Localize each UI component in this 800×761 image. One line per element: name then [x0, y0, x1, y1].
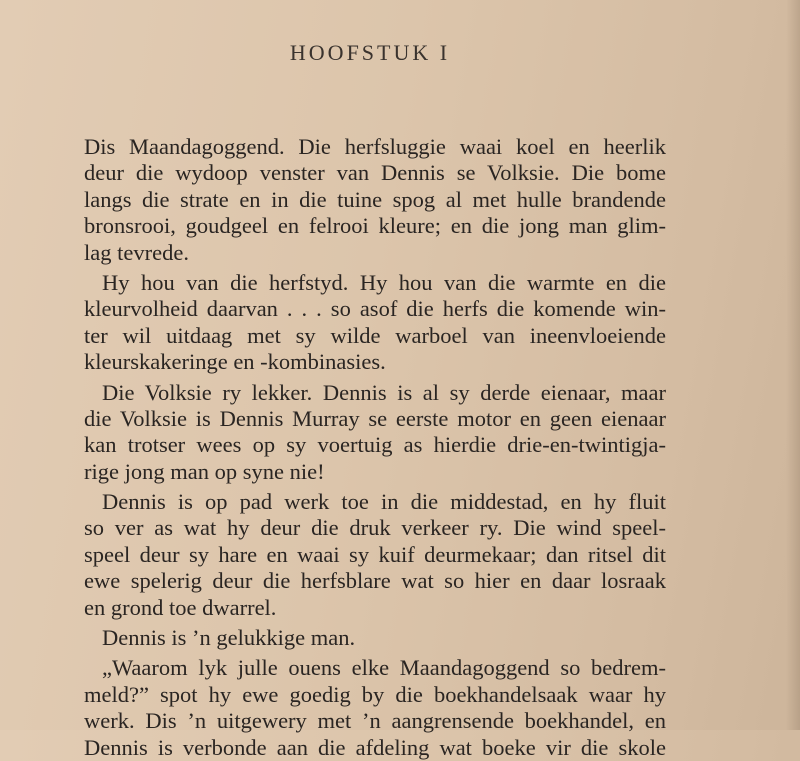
paragraph	[84, 380, 666, 486]
text-line: so ver as wat hy deur die druk verkeer ry. Die wind speel-	[84, 515, 666, 541]
text-line: die Volksie is Dennis Murray se eerste motor en geen eienaar	[84, 405, 666, 431]
text-line: deur die wydoop venster van Dennis se Volksie. Die bome	[84, 160, 666, 186]
text-line: „Waarom lyk julle ouens elke Maandagoggend so bedrem-	[102, 655, 666, 681]
text-line: kleurvolheid daarvan . . . so asof die herfs die komende win-	[84, 296, 666, 322]
text-line: speel deur sy hare en waai sy kuif deurmekaar; dan ritsel dit	[84, 541, 666, 567]
text-line: bronsrooi, goudgeel en felrooi kleure; en die jong man glim-	[84, 213, 666, 239]
text-line: kan trotser wees op sy voertuig as hierdie drie-en-twintigja-	[84, 432, 666, 458]
page-edge-shadow	[786, 0, 800, 730]
text-line: en grond toe dwarrel.	[84, 594, 277, 620]
text-line: ter wil uitdaag met sy wilde warboel van ineenvloeiende	[84, 322, 666, 348]
paragraph	[84, 134, 666, 266]
body-text	[84, 134, 666, 761]
text-line: Hy hou van die herfstyd. Hy hou van die warmte en die	[102, 269, 666, 295]
text-line: Dennis is op pad werk toe in die middestad, en hy fluit	[102, 489, 666, 515]
text-line: ewe spelerig deur die herfsblare wat so hier en daar losraak	[84, 568, 666, 594]
paragraph	[84, 655, 666, 761]
text-line: rige jong man op syne nie!	[84, 458, 325, 484]
chapter-title: HOOFSTUK I	[289, 40, 451, 65]
text-line: langs die strate en in die tuine spog al met hulle brandende	[84, 186, 666, 212]
text-line: kleurskakeringe en -kombinasies.	[84, 349, 386, 375]
text-line: Dis Maandagoggend. Die herfsluggie waai koel en heerlik	[84, 134, 666, 159]
paragraph	[84, 270, 666, 376]
text-line: lag tevrede.	[84, 239, 189, 265]
text-line: Die Volksie ry lekker. Dennis is al sy derde eienaar, maar	[102, 379, 666, 405]
paragraph	[84, 625, 666, 651]
paragraph	[84, 489, 666, 621]
text-line: Dennis is ’n gelukkige man.	[102, 625, 356, 651]
text-line: werk. Dis ’n uitgewery met ’n aangrensende boekhandel, en	[84, 708, 666, 734]
text-line: Dennis is verbonde aan die afdeling wat boeke vir die skole	[84, 734, 666, 760]
text-line: meld?” spot hy ewe goedig by die boekhandelsaak waar hy	[84, 681, 666, 707]
